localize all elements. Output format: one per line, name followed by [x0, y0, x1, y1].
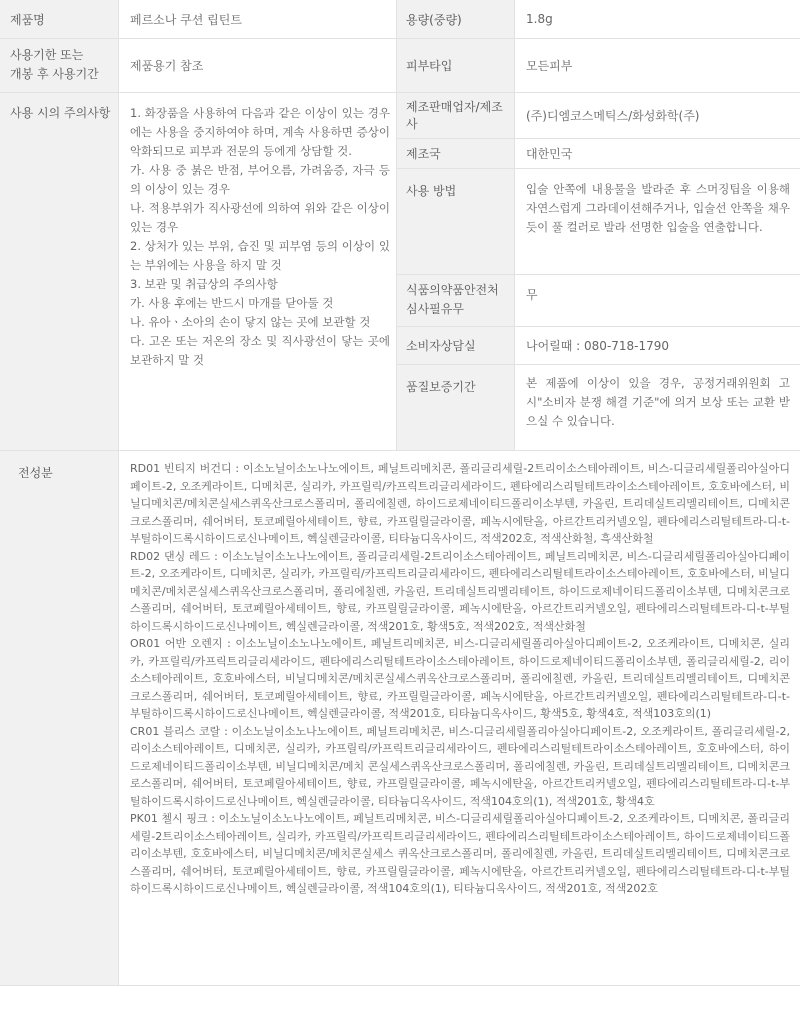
consumer-label: 소비자상담실	[396, 326, 514, 364]
caution-line: 가. 사용 중 붉은 반점, 부어오름, 가려움증, 자극 등의 이상이 있는 경우	[130, 163, 390, 196]
row-divider	[396, 326, 800, 327]
ingredients-label: 전성분	[0, 450, 118, 985]
mfds-value: 무	[514, 274, 800, 326]
product-name-label: 제품명	[0, 0, 118, 38]
row-divider	[396, 364, 800, 365]
caution-line: 3. 보관 및 취급상의 주의사항	[130, 277, 278, 291]
usage-label: 사용 방법	[396, 168, 514, 274]
caution-value	[118, 92, 396, 450]
caution-line: 나. 적용부위가 직사광선에 의하여 위와 같은 이상이 있는 경우	[130, 201, 390, 234]
row-divider	[0, 38, 800, 39]
capacity-value: 1.8g	[514, 0, 800, 38]
ingredient-list-rd02: RD02 댄싱 레드 : 이소노닐이소노나노에이트, 폴리글리세릴-2트리이소스테아레이트, 페닐트리메치콘, 비스-디글리세릴폴리아실아디페이트-2, 오조케라이트, 디메치콘, 실리카, 카프릴릭/카프릭트리글리세라이드, 펜타에리스리틸테트라이소스테아레이트, 호호바에스터, 비닐디메치콘/메치콘실세스퀴옥산크로스폴리머, 폴리에칠렌, 카올린, 트리데실트리멜리테이트, 하이드로제네이티드폴리이소부텐, 디메치콘크로스폴리머, 쉐어버터, 토코페릴아세테이트, 향료, 카프릴릴글라이콜, 페녹시에탄올, 아르간트리커넬오일, 펜타에리스리틸테트라-디-t-부틸하이드록시하이드로신나메이트, 헥실렌글라이콜, 적색201호, 황색5호, 적색202호, 적색산화철	[130, 549, 790, 633]
caution-label: 사용 시의 주의사항	[0, 92, 118, 450]
ingredient-list-or01: OR01 어반 오렌지 : 이소노닐이소노나노에이트, 페닐트리메치콘, 비스-디글리세릴폴리아실아디페이트-2, 오조케라이트, 디메치콘, 실리카, 카프릴릭/카프릭트리글리세라이드, 펜타에리스리틸테트라이소스테아레이트, 하이드로제네이티드폴리이소부텐, 폴리글리세릴-2, 리이소스테아레이트, 호호바에스터, 비닐디메치콘/메치콘실세스퀴옥산크로스폴리머, 폴리에칠렌, 카올린, 트리데실트리멜리테이트, 디메치콘크로스폴리머, 쉐어버터, 토코페릴아세테이트, 향료, 카프릴릴글라이콜, 페녹시에탄올, 아르간트리커넬오일, 펜타에리스리틸테트라-디-t-부틸하이드록시하이드로신나메이트, 헥실렌글라이콜, 적색201호, 티타늄디옥사이드, 황색5호, 황색4호, 적색103호의(1)	[130, 637, 790, 720]
row-divider	[0, 985, 800, 986]
usage-value: 입술 안쪽에 내용물을 발라준 후 스머징팁을 이용해 자연스럽게 그라데이션해주거나, 입술선 안쪽을 채우듯이 풀 컬러로 발라 선명한 입술을 연출합니다.	[514, 168, 800, 274]
manufacturer-label: 제조판매업자/제조사	[396, 92, 514, 138]
country-label: 제조국	[396, 138, 514, 168]
caution-line: 나. 유아ㆍ소아의 손이 닿지 않는 곳에 보관할 것	[130, 315, 371, 329]
caution-line: 가. 사용 후에는 반드시 마개를 닫아둘 것	[130, 296, 334, 310]
column-divider	[118, 0, 119, 985]
quality-label: 품질보증기간	[396, 364, 514, 450]
country-value: 대한민국	[514, 138, 800, 168]
expiry-label: 사용기한 또는 개봉 후 사용기간	[0, 38, 118, 92]
caution-line: 2. 상처가 있는 부위, 습진 및 피부염 등의 이상이 있는 부위에는 사용을 하지 말 것	[130, 239, 390, 272]
ingredient-list-cr01: CR01 블리스 코랄 : 이소노닐이소노나노에이트, 페닐트리메치콘, 비스-디글리세릴폴리아실아디페이트-2, 오조케라이트, 폴리글리세릴-2, 리이소스테아레이트, 디메치콘, 실리카, 카프릴릭/카프릭트리글리세라이드, 펜타에리스리틸테트라이소스테아레이트, 호호바에스터, 하이드로제네이티드폴리이소부텐, 비닐디메치콘/메치 콘실세스퀴옥산크로스폴리머, 폴리에칠렌, 카올린, 트리데실트리멜리테이트, 디메치콘크로스폴리머, 쉐어버터, 토코페릴아세테이트, 향료, 카프릴릴글라이콜, 페녹시에탄올, 아르간트리커넬오일, 펜타에리스리틸테트라-디-t-부틸하이드록시하이드로신나메이트, 헥실렌글라이콜, 티타늄디옥사이드, 적색104호의(1), 적색201호, 황색4호	[130, 724, 790, 808]
caution-line: 다. 고온 또는 저온의 장소 및 직사광선이 닿는 곳에 보관하지 말 것	[130, 334, 390, 367]
column-divider	[514, 0, 515, 450]
quality-value: 본 제품에 이상이 있을 경우, 공정거래위원회 고시"소비자 분쟁 해결 기준"에 의거 보상 또는 교환 받으실 수 있습니다.	[514, 364, 800, 450]
skin-type-label: 피부타입	[396, 38, 514, 92]
ingredient-list-pk01: PK01 첼시 핑크 : 이소노닐이소노나노에이트, 페닐트리메치콘, 비스-디글리세릴폴리아실아디페이트-2, 오조케라이트, 디메치콘, 폴리글리세릴-2트리이소스테아레이트, 실리카, 카프릴릭/카프릭트리글리세라이드, 펜타에리스리틸테트라이소스테아레이트, 하이드로제네이티드폴리이소부텐, 호호바에스터, 비닐디메치콘/메치콘실세스 퀴옥산크로스폴리머, 폴리에칠렌, 카올린, 트리데실트리멜리테이트, 디메치콘크로스폴리머, 쉐어버터, 토코페릴아세테이트, 향료, 카프릴릴글라이콜, 페녹시에탄올, 아르간트리커넬오일, 펜타에리스리틸테트라-디-t-부틸하이드록시하이드로신나메이트, 헥실렌글라이콜, 적색104호의(1), 티타늄디옥사이드, 적색201호, 적색202호	[130, 812, 790, 895]
expiry-value: 제품용기 참조	[118, 38, 396, 92]
manufacturer-value: (주)디엠코스메틱스/화성화학(주)	[514, 92, 800, 138]
caution-line: 1. 화장품을 사용하여 다음과 같은 이상이 있는 경우에는 사용을 중지하여야 하며, 계속 사용하면 증상이 악화되므로 피부과 전문의 등에게 상담할 것.	[130, 106, 390, 158]
row-divider	[396, 138, 800, 139]
column-divider	[396, 0, 397, 450]
row-divider	[0, 92, 800, 93]
row-divider	[396, 274, 800, 275]
product-name-value: 페르소나 쿠션 립틴트	[118, 0, 396, 38]
ingredients-value	[118, 450, 800, 985]
consumer-value: 나어릴때 : 080-718-1790	[514, 326, 800, 364]
ingredient-list-rd01: RD01 빈티지 버건디 : 이소노닐이소노나노에이트, 페닐트리메치콘, 폴리글리세릴-2트리이소스테아레이트, 비스-디글리세릴폴리아실아디페이트-2, 오조케라이트, 디메치콘, 실리카, 카프릴릭/카프릭트리글리세라이드, 펜타에리스리틸테트라이소스테아레이트, 호호바에스터, 비닐디메치콘/메치콘실세스퀴옥산크로스폴리머, 폴리에칠렌, 하이드로제네이티드폴리이소부텐, 카올린, 트리데실트리멜리테이트, 디메치콘크로스폴리머, 쉐어버터, 토코페릴아세테이트, 향료, 카프릴릴글라이콜, 페녹시에탄올, 아르간트리커넬오일, 펜타에리스리틸테트라-디-t-부틸하이드록시하이드로신나메이트, 헥실렌글라이콜, 티타늄디옥사이드, 적색202호, 적색산화철, 흑색산화철	[130, 462, 790, 545]
mfds-label: 식품의약품안전처 심사필유무	[396, 274, 514, 326]
skin-type-value: 모든피부	[514, 38, 800, 92]
row-divider	[396, 168, 800, 169]
row-divider	[0, 450, 800, 451]
capacity-label: 용량(중량)	[396, 0, 514, 38]
